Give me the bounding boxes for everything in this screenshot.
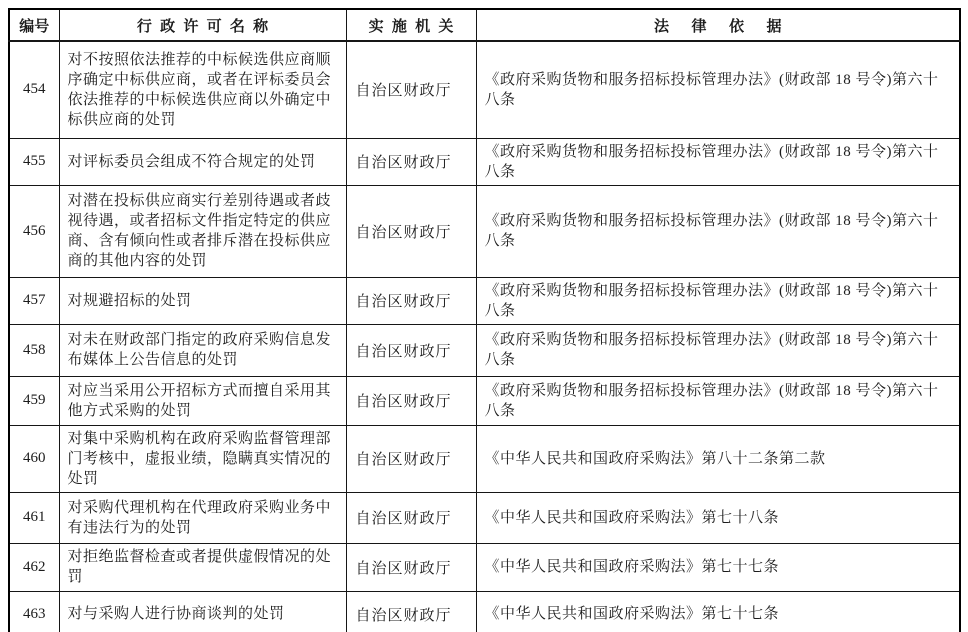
row-number-cell: 463: [9, 591, 59, 632]
legal-basis-cell: 《政府采购货物和服务招标投标管理办法》(财政部 18 号令)第六十八条: [476, 376, 960, 425]
agency-cell: 自治区财政厅: [346, 41, 476, 138]
header-agency: 实施机关: [346, 9, 476, 41]
table-row: [9, 376, 960, 425]
permit-name-cell: 对集中采购机构在政府采购监督管理部门考核中，虚报业绩，隐瞒真实情况的处罚: [59, 425, 346, 492]
table-header-row: [9, 9, 960, 41]
row-number-cell: 455: [9, 138, 59, 185]
table-row: [9, 185, 960, 277]
table-row: [9, 492, 960, 543]
legal-basis-cell: 《政府采购货物和服务招标投标管理办法》(财政部 18 号令)第六十八条: [476, 185, 960, 277]
legal-basis-cell: 《政府采购货物和服务招标投标管理办法》(财政部 18 号令)第六十八条: [476, 138, 960, 185]
permit-name-cell: 对不按照依法推荐的中标候选供应商顺序确定中标供应商，或者在评标委员会依法推荐的中标候选供应商以外确定中标供应商的处罚: [59, 41, 346, 138]
agency-cell: 自治区财政厅: [346, 492, 476, 543]
permit-name-cell: 对未在财政部门指定的政府采购信息发布媒体上公告信息的处罚: [59, 324, 346, 376]
legal-basis-cell: 《中华人民共和国政府采购法》第七十八条: [476, 492, 960, 543]
row-number-cell: 454: [9, 41, 59, 138]
legal-basis-cell: 《中华人民共和国政府采购法》第七十七条: [476, 543, 960, 591]
row-number-cell: 456: [9, 185, 59, 277]
permit-name-cell: 对规避招标的处罚: [59, 277, 346, 324]
permit-name-cell: 对潜在投标供应商实行差别待遇或者歧视待遇，或者招标文件指定特定的供应商、含有倾向性或者排斥潜在投标供应商的其他内容的处罚: [59, 185, 346, 277]
agency-cell: 自治区财政厅: [346, 277, 476, 324]
row-number-cell: 460: [9, 425, 59, 492]
table-row: [9, 543, 960, 591]
agency-cell: 自治区财政厅: [346, 138, 476, 185]
row-number-cell: 457: [9, 277, 59, 324]
row-number-cell: 461: [9, 492, 59, 543]
permit-name-cell: 对与采购人进行协商谈判的处罚: [59, 591, 346, 632]
table-row: [9, 324, 960, 376]
agency-cell: 自治区财政厅: [346, 185, 476, 277]
table-row: [9, 138, 960, 185]
legal-basis-cell: 《中华人民共和国政府采购法》第八十二条第二款: [476, 425, 960, 492]
legal-basis-cell: 《政府采购货物和服务招标投标管理办法》(财政部 18 号令)第六十八条: [476, 324, 960, 376]
agency-cell: 自治区财政厅: [346, 591, 476, 632]
permit-name-cell: 对评标委员会组成不符合规定的处罚: [59, 138, 346, 185]
legal-basis-cell: 《政府采购货物和服务招标投标管理办法》(财政部 18 号令)第六十八条: [476, 41, 960, 138]
agency-cell: 自治区财政厅: [346, 543, 476, 591]
row-number-cell: 462: [9, 543, 59, 591]
legal-basis-cell: 《政府采购货物和服务招标投标管理办法》(财政部 18 号令)第六十八条: [476, 277, 960, 324]
row-number-cell: 458: [9, 324, 59, 376]
table-row: [9, 425, 960, 492]
administrative-permit-table: [8, 8, 961, 632]
legal-basis-cell: 《中华人民共和国政府采购法》第七十七条: [476, 591, 960, 632]
permit-name-cell: 对拒绝监督检查或者提供虚假情况的处罚: [59, 543, 346, 591]
agency-cell: 自治区财政厅: [346, 376, 476, 425]
table-row: [9, 591, 960, 632]
permit-name-cell: 对应当采用公开招标方式而擅自采用其他方式采购的处罚: [59, 376, 346, 425]
row-number-cell: 459: [9, 376, 59, 425]
agency-cell: 自治区财政厅: [346, 425, 476, 492]
table-row: [9, 277, 960, 324]
permit-name-cell: 对采购代理机构在代理政府采购业务中有违法行为的处罚: [59, 492, 346, 543]
table-row: [9, 41, 960, 138]
agency-cell: 自治区财政厅: [346, 324, 476, 376]
header-permit-name: 行政许可名称: [59, 9, 346, 41]
header-id: 编号: [9, 9, 59, 41]
header-legal-basis: 法律依据: [476, 9, 960, 41]
